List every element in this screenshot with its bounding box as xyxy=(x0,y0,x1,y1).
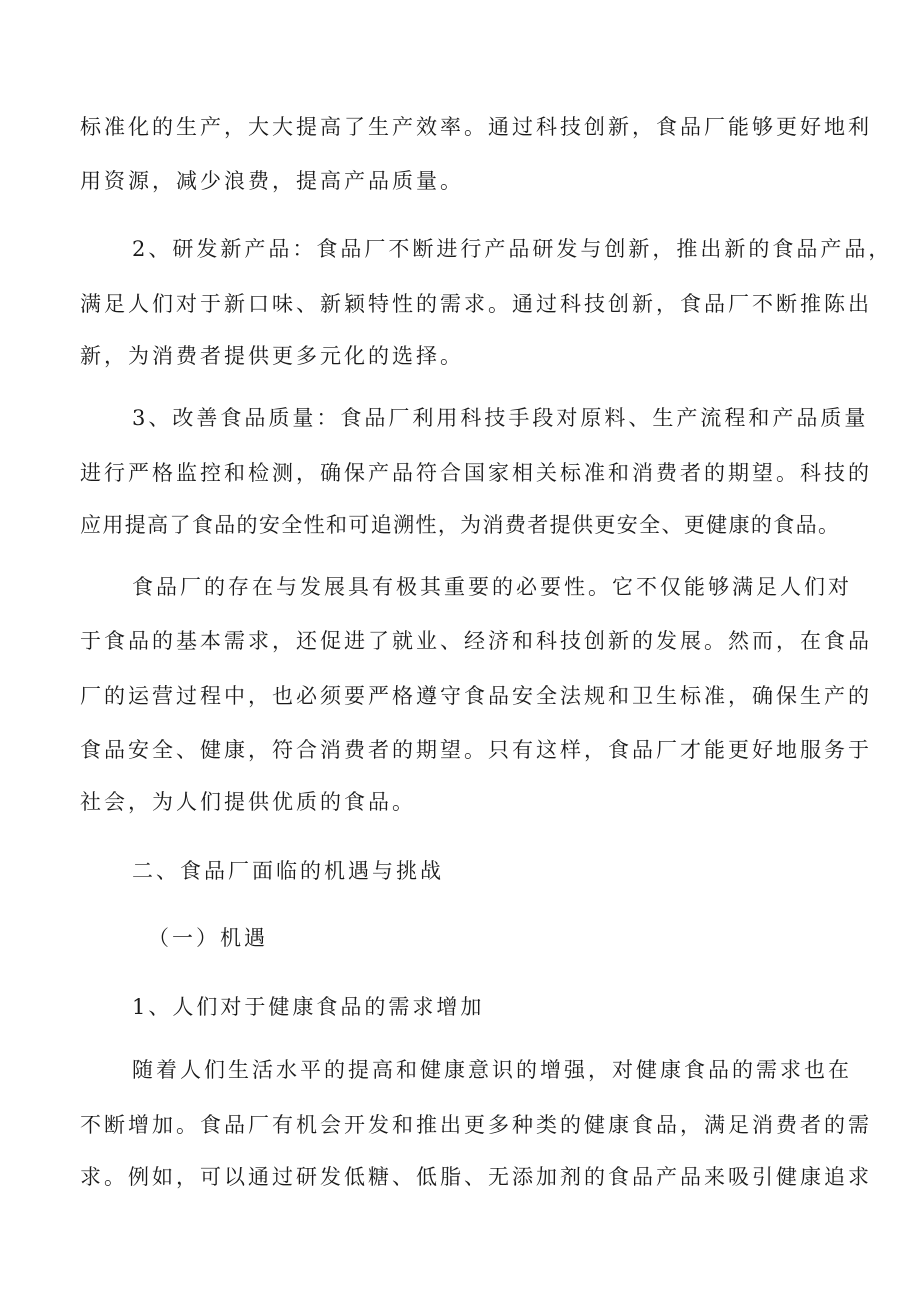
paragraph-line: 求。例如，可以通过研发低糖、低脂、无添加剂的食品产品来吸引健康追求 xyxy=(80,1165,872,1189)
paragraph-line: 厂的运营过程中，也必须要严格遵守食品安全法规和卫生标准，确保生产的 xyxy=(80,684,872,708)
paragraph-line: 满足人们对于新口味、新颖特性的需求。通过科技创新，食品厂不断推陈出 xyxy=(80,292,872,316)
paragraph-line: 于食品的基本需求，还促进了就业、经济和科技创新的发展。然而，在食品 xyxy=(80,629,872,653)
paragraph-line: 用资源，减少浪费，提高产品质量。 xyxy=(80,169,464,193)
paragraph-line: 2、研发新产品：食品厂不断进行产品研发与创新，推出新的食品产品， xyxy=(132,237,893,261)
paragraph-line: 食品厂的存在与发展具有极其重要的必要性。它不仅能够满足人们对 xyxy=(132,575,852,599)
paragraph-line: 社会，为人们提供优质的食品。 xyxy=(80,790,416,814)
paragraph-line: 标准化的生产，大大提高了生产效率。通过科技创新，食品厂能够更好地利 xyxy=(80,115,872,139)
paragraph-line: 新，为消费者提供更多元化的选择。 xyxy=(80,344,464,368)
item-heading: 1、人们对于健康食品的需求增加 xyxy=(132,995,485,1019)
paragraph-line: 进行严格监控和检测，确保产品符合国家相关标准和消费者的期望。科技的 xyxy=(80,461,872,485)
paragraph-line: 不断增加。食品厂有机会开发和推出更多种类的健康食品，满足消费者的需 xyxy=(80,1113,872,1137)
paragraph-line: 食品安全、健康，符合消费者的期望。只有这样，食品厂才能更好地服务于 xyxy=(80,738,872,762)
section-heading: 二、食品厂面临的机遇与挑战 xyxy=(132,859,444,883)
subsection-heading: （一）机遇 xyxy=(148,926,268,950)
paragraph-line: 3、改善食品质量：食品厂利用科技手段对原料、生产流程和产品质量 xyxy=(132,406,869,430)
paragraph-line: 应用提高了食品的安全性和可追溯性，为消费者提供更安全、更健康的食品。 xyxy=(80,513,840,537)
paragraph-line: 随着人们生活水平的提高和健康意识的增强，对健康食品的需求也在 xyxy=(132,1058,852,1082)
